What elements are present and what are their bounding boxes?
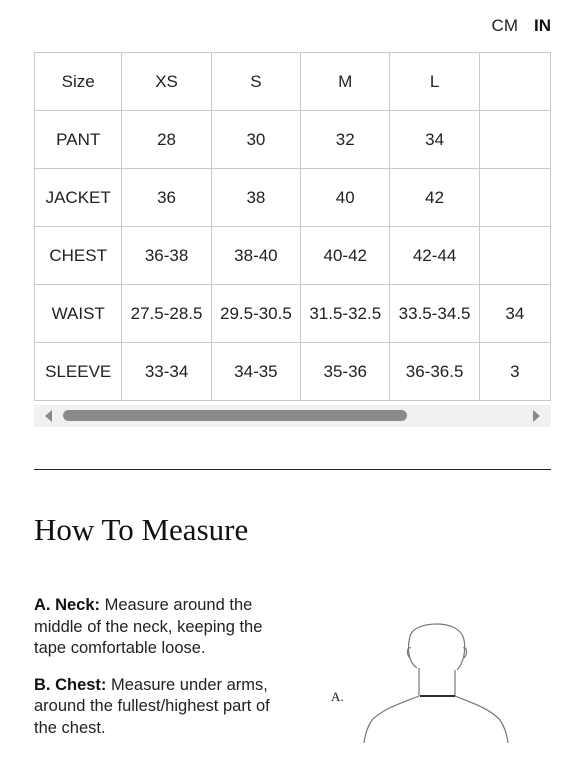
neck-measure-illustration xyxy=(324,610,524,750)
row-label: JACKET xyxy=(35,169,122,227)
table-header-cell: S xyxy=(211,53,300,111)
unit-toggle xyxy=(492,14,551,38)
table-row xyxy=(35,227,551,285)
table-cell: 3 xyxy=(479,343,550,401)
size-table-container[interactable] xyxy=(34,52,551,408)
table-cell: 42 xyxy=(390,169,479,227)
row-label: SLEEVE xyxy=(35,343,122,401)
row-label: CHEST xyxy=(35,227,122,285)
instruction-text: Measure under arms, around the fullest/highest part of the chest. xyxy=(34,675,270,737)
table-cell xyxy=(479,227,550,285)
table-cell: 32 xyxy=(301,111,390,169)
measure-instructions xyxy=(34,595,289,754)
instruction-neck xyxy=(34,595,289,660)
instruction-chest xyxy=(34,675,289,740)
table-header-row xyxy=(35,53,551,111)
table-cell xyxy=(479,111,550,169)
table-cell: 42-44 xyxy=(390,227,479,285)
section-divider xyxy=(34,469,551,470)
table-cell: 34 xyxy=(390,111,479,169)
table-cell: 35-36 xyxy=(301,343,390,401)
instruction-label: B. Chest: xyxy=(34,675,107,694)
unit-cm-button[interactable]: CM xyxy=(491,16,518,35)
table-cell: 33.5-34.5 xyxy=(390,285,479,343)
table-cell: 38-40 xyxy=(211,227,300,285)
table-header-cell: L xyxy=(390,53,479,111)
row-label: PANT xyxy=(35,111,122,169)
table-cell: 28 xyxy=(122,111,211,169)
table-cell: 27.5-28.5 xyxy=(122,285,211,343)
table-row xyxy=(35,285,551,343)
instruction-label: A. Neck: xyxy=(34,596,101,614)
table-cell: 30 xyxy=(211,111,300,169)
scroll-left-arrow-icon[interactable] xyxy=(45,410,52,422)
table-cell: 29.5-30.5 xyxy=(211,285,300,343)
table-row xyxy=(35,343,551,401)
table-header-cell: Size xyxy=(35,53,122,111)
table-cell: 36-38 xyxy=(122,227,211,285)
table-header-cell: M xyxy=(301,53,390,111)
table-cell: 36 xyxy=(122,169,211,227)
table-cell: 34-35 xyxy=(211,343,300,401)
table-cell: 38 xyxy=(211,169,300,227)
table-header-cell: XS xyxy=(122,53,211,111)
table-cell: 31.5-32.5 xyxy=(301,285,390,343)
size-table xyxy=(34,52,551,401)
table-cell: 40 xyxy=(301,169,390,227)
body-outline-icon xyxy=(324,610,524,750)
scrollbar-thumb[interactable] xyxy=(63,410,407,421)
row-label: WAIST xyxy=(35,285,122,343)
table-cell: 33-34 xyxy=(122,343,211,401)
how-to-measure-title: How To Measure xyxy=(34,512,249,547)
table-cell: 34 xyxy=(479,285,550,343)
unit-in-button[interactable]: IN xyxy=(534,16,551,35)
table-cell xyxy=(479,169,550,227)
table-cell: 36-36.5 xyxy=(390,343,479,401)
instruction-text: Measure around the middle of the neck, keeping the tape comfortable loose. xyxy=(34,596,263,657)
table-cell: 40-42 xyxy=(301,227,390,285)
table-row xyxy=(35,169,551,227)
horizontal-scrollbar[interactable] xyxy=(34,405,551,427)
figure-label: A. xyxy=(331,689,344,704)
table-header-cell xyxy=(479,53,550,111)
table-row xyxy=(35,111,551,169)
scroll-right-arrow-icon[interactable] xyxy=(533,410,540,422)
